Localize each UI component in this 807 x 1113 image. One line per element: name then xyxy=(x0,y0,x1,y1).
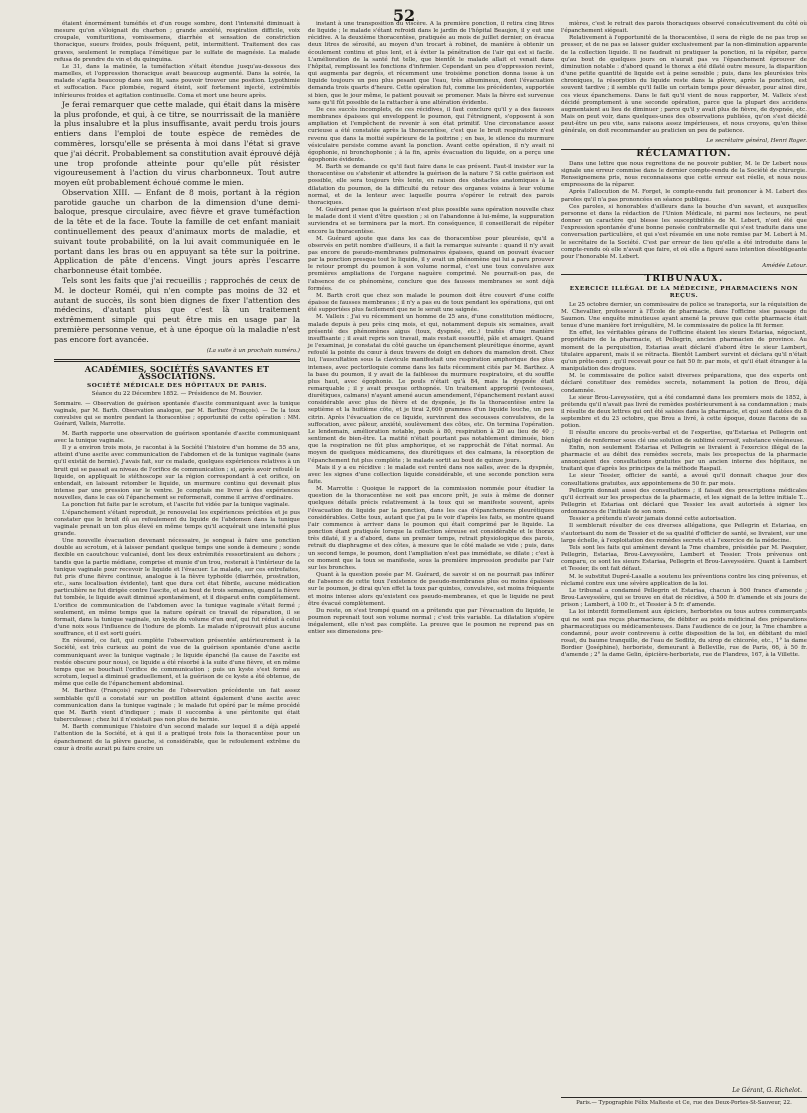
imprint: Paris.— Typographie Félix Malteste et Ce, rue des Deux-Portes-St-Sauveur, 22. xyxy=(561,1097,807,1106)
divider xyxy=(54,359,300,360)
section-title-reclamation: RÉCLAMATION. xyxy=(636,148,732,159)
paragraph: Le sieur Tessier, officier de santé, a avoué qu'il donnait chaque jour des consultations gratuites, aux appointemens de 50 fr. par mois. xyxy=(561,473,807,487)
paragraph: instant à une transposition du viscère. A la première ponction, il retira cinq litres de liquide ; le malade s'étant refroidi dans le jardin de l'hôpital Beaujon, il y eut une récidive. A la deuxième thoracentèse, pratiquée au mois de juillet dernier, on évacua deux litres de sérosité, au moyen d'un trocart à robinet, de manière à obtenir un écoulement continu et plus lent, et à éviter la pénétration de l'air qui est si facile. L'amélioration de la santé fut telle, que bientôt le malade allait et venait dans l'hôpital, remplissant les fonctions d'infirmier. Cependant un peu d'oppression revint, qui augmenta par degrés, et récemment une troisième ponction donna issue à un liquide toujours un peu plus pesant que l'eau, très albumineux, dont l'évacuation demanda trois quarts d'heure. Cette opération fut, comme les précédentes, supportée si bien, que le jour même, le patient pouvait se promener. Mais la fièvre est survenue sans qu'il fût possible de la rattacher à une altération évidente. xyxy=(308,21,554,106)
paragraph: M. Barth rapporte une observation de guérison spontanée d'ascite communiquant avec la tunique vaginale. xyxy=(54,430,300,444)
paragraph: Je ferai remarquer que cette malade, qui était dans la misère la plus profonde, et qui, à ce titre, se nourrissait de la manière la plus insalubre et la plus insuffisante, avait perdu trois jours entiers dans l'emploi de toute espèce de remèdes de commères, lorsqu'elle se présenta à moi dans l'état si grave que j'ai décrit. Probablement sa constitution avait éprouvé déjà une trop profonde atteinte pour qu'elle pût résister vigoureusement à l'action du virus charbonneux. Tout autre moyen eût probablement échoué comme le mien. xyxy=(54,99,300,188)
section-title-tribunaux: TRIBUNAUX. xyxy=(644,274,724,285)
paragraph: Du reste, on s'est trompé quand on a prétendu que par l'évacuation du liquide, le poumon reprenait tout son volume normal ; c'est très variable. La dilatation s'opère inégalement, elle n'est pas complète. La preuve que le poumon ne reprend pas en entier ses dimensions pre- xyxy=(308,607,554,636)
paragraph: Dans une lettre que nous regrettons de ne pouvoir publier, M. le Dr Lebert nous signale une erreur commise dans le dernier compte-rendu de la Société de chirurgie. Renseignemens pris, nous reconnaissons que cette erreur est réelle, et nous nous empressons de la réparer. xyxy=(561,160,807,189)
paragraph: Il semblerait résulter de ces diverses allégations, que Pellegrin et Estariaa, en s'autorisant du nom de Tessier et de sa qualité d'officier de santé, se livraient, sur une large échelle, à l'exploitation des remèdes secrets et à l'exercice de la médecine. xyxy=(561,523,807,544)
reclamation-body xyxy=(561,161,807,261)
paragraph: M. Barth croit que chez son malade le poumon doit être couvert d'une coiffe épaisse de fausses membranes ; il n'y a pas eu de toux pendant les opérations, qui ont été supportées plus facilement que ne le serait une saignée. xyxy=(308,292,554,314)
paragraph: L'épanchement s'étant reproduit, je renouvelai les expériences précitées et je pus constater que le bruit dû au refoulement du liquide de l'abdomen dans la tunique vaginale prenait un ton plus élevé en même temps qu'il acquérait une intensité plus grande. xyxy=(54,509,300,537)
paragraph: En effet, les véritables gérans de l'officine étaient les sieurs Estariaa, négociant, propriétaire de la pharmacie, et Pellegrin, ancien pharmacien de province. Au moment de la perquisition, Estariaa avait déclaré d'abord être le sieur Lambert, titulaire apparent, mais il se rétracta. Bientôt Lambert survint et déclara qu'il n'était qu'un prête-nom ; qu'il recevait pour ce fait 50 fr. par mois, et qu'il était étranger à la manipulation des drogues. xyxy=(561,330,807,373)
paragraph: M. Barth communique l'histoire d'un second malade sur lequel il a déjà appelé l'attention de la Société, et à qui il a pratiqué trois fois la thoracentèse pour un épanchement de la plèvre gauche, si considérable, que le refoulement extrême du cœur à droite aurait pu faire croire un xyxy=(54,724,300,752)
page-number: 52 xyxy=(392,6,416,25)
col1-body xyxy=(54,431,300,753)
paragraph: Une nouvelle évacuation devenant nécessaire, je songeai à faire une ponction double au scrotum, et à laisser pendant quelque temps une sonde à demeure ; sonde flexible en caoutchouc vulcanisé, dont les deux extrémités ressortiraient au dehors ; tandis que la partie médiane, comprise et munie d'un trou, resterait à l'intérieur de la tunique vaginale pour recevoir le liquide et l'évacuer. Le malade, sur ces entrefaites, fut pris d'une fièvre continue, analogue à la fièvre typhoïde (diarrhée, prostration, etc., sans localisation évidente), tant que dura cet état fébrile, aucune médication particulière ne fut dirigée contre l'ascite, et au bout de trois semaines, quand la fièvre fut tombée, le liquide avait diminué spontanément, et il disparut enfin complètement. L'orifice de communication de l'abdomen avec la tunique vaginale s'était fermé ; seulement, en même temps que la nature opérait ce travail de réparation, il se formait, dans la tunique vaginale, un kyste du volume d'un œuf, qui fut réduit à celui d'une noix sous l'influence de l'iodure de plomb. Le malade n'éprouvait plus aucune souffrance, et il est sorti guéri. xyxy=(54,538,300,638)
continuation-note: (La suite à un prochain numéro.) xyxy=(206,347,300,354)
paragraph: Pellegrin donnait aussi des consultations ; il faisait des prescriptions médicales qu'il écrivait sur les prospectus de la pharmacie, et les signait de la lettre initiale T... Pellegrin et Estariaa ont déclaré que Tessier les avait autorisés à signer les ordonnances de l'initiale de son nom. xyxy=(561,487,807,516)
paragraph: M. Barth se demande ce qu'il faut faire dans le cas présent. Faut-il insister sur la thoracentèse ou s'abstenir et attendre la guérison de la nature ? Si cette guérison est possible, elle sera toujours très lente, en raison des obstacles anatomiques à la dilatation du poumon, de la difficulté du retour des organes voisins à leur volume normal, et de la lenteur avec laquelle pourra s'opérer le retrait des parois thoraciques. xyxy=(308,164,554,206)
paragraph: M. le commissaire de police saisit diverses préparations, que des experts ont déclaré constituer des remèdes secrets, notamment la potion de Brou, déjà condamnée. xyxy=(561,373,807,394)
paragraph: Mais il y a eu récidive : le malade est rentré dans nos salles, avec de la dyspnée, avec les signes d'une collection liquide considérable, et une seconde ponction sera faite. xyxy=(308,464,554,485)
paragraph: étaient énormément tuméfiés et d'un rouge sombre, dont l'intensité diminuait à mesure qu'on s'éloignait du charbon ; grande anxiété, respiration difficile, voix croupale, vomituritions, vomissemens, diarrhée et sensation de constriction thoracique, sueurs froides, pouls fréquent, petit, intermittent. Traitement des cas graves, seulement le remplaça l'émétique par le sulfate de magnésie. La malade refusa de prendre du vin et du quinquina. xyxy=(54,21,300,63)
paragraph: Quant à la question posée par M. Guérard, de savoir si on ne pourrait pas inférer de l'absence de cette toux l'existence de pseudo-membranes plus ou moins épaisses sur le poumon, je dirai qu'en effet la toux par quintes, convulsive, est moins fréquente et moins intense alors qu'existent ces pseudo-membranes, et que le liquide ne peut être évacué complètement. xyxy=(308,572,554,607)
summary: Sommaire. — Observation de guérison spontanée d'ascite communiquant avec la tunique vaginale, par M. Barth. Observation analogue, par M. Barthez (François). — De la toux convulsive qui se montre pendant la thoracentèse ; opportunité de cette opération : MM. Guérard, Valleix, Marrotte. xyxy=(54,401,300,428)
paragraph: La ponction fut faite par le scrotum, et l'ascite fut vidée par la tunique vaginale. xyxy=(62,502,290,509)
paragraph: En résumé, ce fait, qui complète l'observation présentée antérieurement à la Société, est très curieux au point de vue de la guérison spontanée d'une ascite communiquant avec la tunique vaginale ; le liquide épanché (la cause de l'ascite est restée obscure pour nous), ce liquide a été résorbé à la suite d'une fièvre, et en même temps que se bouchait l'orifice de communication ; puis un kyste s'est formé au scrotum, lequel a diminué graduellement, et la guérison de ce kyste a été obtenue, de même que celle de l'épanchement abdominal. xyxy=(54,638,300,688)
paragraph: M. Guérard pense que la guérison n'est plus possible sans opération nouvelle chez le malade dont il vient d'être question ; si on l'abandonne à lui-même, la suppuration surviendra et se terminera par la mort. En conséquence, il conseillerait de répéter encore la thoracentèse. xyxy=(308,207,554,235)
col2-body xyxy=(308,21,554,636)
paragraph: Il y a environ trois mois, je racontai à la Société l'histoire d'un homme de 55 ans, atteint d'une ascite avec communication de l'abdomen et de la tunique vaginale (sans qu'il existât de hernie). J'avais fait, sur ce malade, quelques expériences relatives à un bruit qui se passait au niveau de l'orifice de communication ; si, après avoir refoulé le liquide, on appliquait le stéthoscope sur la région correspondant à cet orifice, on entendait, en laissant retomber le liquide, un murmure continu qui devenait plus intense par une pression sur le ventre. Je comptais me livrer à des expériences nouvelles, dans le cas où l'épanchement se reformerait, comme il arrive d'ordinaire. xyxy=(54,445,300,502)
paragraph: Observation XIII. — Enfant de 8 mois, portant à la région parotide gauche un charbon de la dimension d'une demi-baloque, presque circulaire, avec fièvre et grave tuméfaction de la tête et de la face. Toute la famille de cet enfant maniait continuellement des peaux d'animaux morts de maladie, et suivant toute probabilité, on la lui avait communiquée en le portant dans les bras ou en appuyant sa tête sur la poitrine. Application de pâte d'encens. Vingt jours après l'escarre charbonneuse était tombée. xyxy=(54,187,300,276)
col1-large-paragraphs xyxy=(54,100,300,345)
divider xyxy=(54,361,300,362)
column-3 xyxy=(561,21,807,1093)
tribunaux-body xyxy=(561,302,807,660)
paragraph: Relativement à l'opportunité de la thoracentèse, il sera de règle de ne pas trop se presser, et de ne pas se laisser guider exclusivement par la non-diminution apparente de la collection liquide. Il ne faudrait ni pratiquer la ponction, ni la répéter, parce qu'au bout de quelques jours on n'aurait pas vu l'épanchement éprouver de diminution notable : d'abord quand le thorax a été dilaté outre mesure, la disparition d'une petite quantité de liquide est à peine sensible ; puis, dans les pleurésies très chroniques, la résorption du liquide reste dans la plèvre, après la ponction, est souvent tardive ; il semble qu'il faille un certain temps pour dévaster, pour ainsi dire, ces vieux épanchemens. Dans le fait qu'il vient de nous rapporter, M. Valleix s'est décidé promptement à une seconde opération, parce que la plupart des accidens augmentaient au lieu de diminuer ; parce qu'il y avait plus de fièvre, de dyspnée, etc. Mais on peut voir, dans quelques-unes des observations publiées, qu'on s'est décidé peut-être un peu vite, sans raisons assez impérieuses, et nous croyons, qu'en thèse générale, on doit recommander au praticien un peu de patience. xyxy=(561,35,807,135)
paragraph: M. Valleix : J'ai vu récemment un homme de 25 ans, d'une constitution médiocre, malade depuis à peu près cinq mois, et qui, notamment depuis six semaines, avait présenté des phénomènes aigus (toux, dyspnée, etc.) traités d'une manière insuffisante ; il avait repris son travail, mais restait essoufflé, pâle et amaigri. Quand je l'examinai, je constatai du côté gauche un épanchement pleurétique énorme, ayant refoulé la pointe du cœur à deux travers de doigt en dehors du mamelon droit. Chez lui, l'auscultation sous la clavicule manifestait une respiration amphorique des plus intenses, avec pectoriloquie comme dans les faits récemment cités par M. Barthez. A la base du poumon, il y avait de la faiblesse du murmure respiratoire, et du souffle plus haut, avec égophonie. Le pouls n'était qu'à 84, mais la dyspnée était remarquable ; il y avait presque orthopnée. Un traitement approprié (ventouses, diurétiques, calmans) n'ayant amené aucun amendement, l'épanchement restant aussi considérable avec plus de fièvre et de dyspnée, je fis la thoracentèse entre la septième et la huitième côte, et je tirai 2,600 grammes d'un liquide louche, un peu citrin. Après l'évacuation de ce liquide, survinrent des secousses convulsives, de la suffocation, avec pâleur, anxiété, soulèvement des côtes, etc. On termina l'opération. Le lendemain, amélioration notable, pouls à 80, respiration à 20 au lieu de 40 ; sentiment de bien-être. La matité n'était pourtant pas notablement diminuée, bien que la respiration ne fût plus amphorique, et se rapprochât de l'état normal. Au moyen de quelques médicamens, des diurétiques et des calmans, la résorption de l'épanchement fut plus complète ; le malade sortit au bout de quinze jours. xyxy=(308,314,554,464)
paragraph: La loi interdit formellement aux épiciers, herboristes ou tous autres commerçants qui ne sont pas reçus pharmaciens, de débiter au poids médicinal des préparations pharmaceutiques ou médicamenteuses. Dans l'audience de ce jour, la 7me chambre a condamné, pour avoir contrevenu à cette disposition de la loi, en débitant du miel rosat, du baume tranquille, de l'eau de Sedlitz, du sirop de chicorée, etc., 1° la dame Bordier (Joséphine), herboriste, demeurant à Belleville, rue de Paris, 66, à 50 fr. d'amende ; 2° la dame Gelin, épicière-herboriste, rue de Flandres, 167, à la Villette. xyxy=(561,609,807,659)
session-line: Séance du 22 Décembre 1852. — Présidence de M. Bouvier. xyxy=(91,391,263,398)
paragraph: M. Marrotte : Quoique le rapport de la commission nommée pour étudier la question de la thoracentèse ne soit pas encore prêt, je suis à même de donner quelques détails précis relativement à la toux qui se manifeste souvent, après l'évacuation du liquide par la ponction, dans les cas d'épanchemens pleurétiques considérables. Cette toux, autant que j'ai pu le voir d'après les faits, se montre quand l'air commence à arriver dans le poumon qui était comprimé par le liquide. La ponction étant pratiquée lorsque la collection séreuse est considérable et le thorax très dilaté, il y a d'abord, dans un premier temps, retrait physiologique des parois, retrait du diaphragme et des côtes, à mesure que le côté malade se vide ; puis, dans un second temps, le poumon, dont l'ampliation n'est pas immédiate, se dilate ; c'est à ce moment que la toux se manifeste, sous la première impression produite par l'air sur les bronches. xyxy=(308,486,554,571)
signature-latour: Amédée Latour. xyxy=(762,263,807,269)
column-2 xyxy=(308,21,554,1093)
paragraph: Le tribunal a condamné Pellegrin et Estariaa, chacun à 500 francs d'amende ; Brou-Laveyssière, qui se trouve en état de récidive, à 500 fr. d'amende et six jours de prison ; Lambert, à 100 fr., et Tessier à 5 fr. d'amende. xyxy=(561,587,807,609)
gerant-line: Le Gérant, G. Richelot. xyxy=(732,1087,802,1094)
paragraph: Il résulte encore du procès-verbal et de l'expertise, qu'Estariaa et Pellegrin ont négligé de renfermer sous clé une solution de sublimé corrosif, substance vénéneuse. xyxy=(561,430,807,444)
paragraph: Le 31, dans la matinée, la tuméfaction s'était étendue jusqu'au-dessous des mamelles, et l'oppression thoracique avait beaucoup augmenté. Dans la soirée, la malade s'agita beaucoup dans son lit, sans pouvoir trouver une position. Lypothimie et suffocation. Face plombée, regard éteint, soif fortement injecté, extrémités inférieures froides et agitation continuelle. Coma et mort une heure après. xyxy=(54,63,300,99)
signature-secretary: Le secrétaire général, Henri Roger. xyxy=(706,137,807,144)
paragraph: De ces succès incomplets, de ces récidives, il faut conclure qu'il y a des fausses membranes épaisses qui enveloppent le poumon, qui l'étreignent, s'opposent à son ampliation et l'empêchent de revenir à son état primitif. Une circonstance assez curieuse a été constatée après la thoracentèse, c'est que le bruit respiratoire n'est revenu que dans la moitié supérieure de la poitrine ; en bas, le silence du murmure vésiculaire persiste comme avant la ponction. Avant cette opération, il n'y avait ni égophonie, ni bronchophonie ; à la fin, après évacuation du liquide, on a perçu une égophonie évidente. xyxy=(308,106,554,163)
paragraph: Le sieur Brou-Laveyssière, qui a été condamné dans les premiers mois de 1852, à prétendu qu'il n'avait pas livré de remèdes postérieurement à sa condamnation ; mais il résulte de deux lettres qui ont été saisies dans la pharmacie, et qui sont datées du 8 septembre et du 23 octobre, que Brou a livré, à cette époque, douze flacons de sa potion. xyxy=(561,394,807,430)
paragraph: Tessier a prétendu n'avoir jamais donné cette autorisation. xyxy=(569,516,737,523)
paragraph: Tels sont les faits qui amènent devant la 7me chambre, présidée par M. Pasquier, Pellegrin, Estariaa, Brou-Laveyssière, Lambert et Tessier. Trois prévenus ont comparu, ce sont les sieurs Estariaa, Pellegrin et Brou-Laveyssière. Quant à Lambert et Tessier, ils ont fait défaut. xyxy=(561,544,807,573)
column-1 xyxy=(54,21,300,1093)
tribunaux-subtitle: EXERCICE ILLÉGAL DE LA MÉDECINE, PHARMACIENS NON REÇUS. xyxy=(569,286,799,300)
paragraph: mières, c'est le retrait des parois thoraciques observé consécutivement du côté où l'épanchement siégeait. xyxy=(561,21,807,35)
paragraph: M. Barthez (François) rapproche de l'observation précédente un fait assez semblable qu'il a constaté sur un postillon atteint également d'une ascite avec communication dans la tunique vaginale ; le malade fut opéré par le même procédé que M. Barth vient d'indiquer ; mais il succomba à une péritonite qui était tuberculeuse ; chez lui il n'existait pas non plus de hernie. xyxy=(54,688,300,724)
col3-paragraphs xyxy=(561,21,807,136)
paragraph: Tels sont les faits que j'ai recueillis ; rapprochés de ceux de M. le docteur Roméi, qui n'en compte pas moins de 32 et autant de succès, ils sont bien dignes de fixer l'attention des médecins, d'autant plus que c'est là un traitement extrêmement simple qui peut être mis en usage par la première personne venue, et à une époque où la maladie n'est pas encore fort avancée. xyxy=(54,276,300,344)
col1-paragraphs xyxy=(54,21,300,100)
paragraph: M. le substitut Dupré-Lasalle a soutenu les préventions contre les cinq prévenus, et réclamé contre eux une sévère application de la loi. xyxy=(561,573,807,587)
paragraph: M. Guérard ajoute que dans les cas de thoracentèse pour pleurésie, qu'il a observés en petit nombre d'ailleurs, il a fait la remarque suivante : quand il n'y avait pas encore de pseudo-membranes pulmonaires épaisses, quand on pouvait évacuer par la ponction presque tout le liquide, il y avait un phénomène qui lui a paru prouver le retour prompt du poumon à son volume normal, c'est une toux convulsive aux premières ampliations de l'organe naguère comprimé. Ne pourrait-on pas, de l'absence de ce phénomène, conclure que des fausses membranes se sont déjà formées. xyxy=(308,235,554,292)
society-title: SOCIÉTÉ MÉDICALE DES HÔPITAUX DE PARIS. xyxy=(86,383,268,390)
paragraph: Après l'allocution de M. Forget, le compte-rendu fait prononcer à M. Lebert des paroles qu'il n'a pas prononcées en séance publique. xyxy=(561,189,807,203)
paragraph: Ces paroles, si honorables d'ailleurs dans la bouche d'un savant, et auxquelles personne et dans la rédaction de l'Union Médicale, ni parmi nos lecteurs, ne peut donner un caractère qui blesse les susceptibilités de M. Lebert, n'ont été que l'expression spontanée d'une bonne pensée confraternelle qui s'est traduite dans une conversation particulière, et qui s'est résumée en une note remise par M. Lebert à M. le secrétaire de la Société. C'est par erreur de lieu qu'elle a été introduite dans le compte-rendu où elle n'avait que faire, et où elle a figuré sans intention désobligeante pour l'honorable M. Lebert. xyxy=(561,203,807,260)
section-title-academies: ACADÉMIES, SOCIÉTÉS SAVANTES ET ASSOCIATIONS. xyxy=(84,363,270,381)
paragraph: Enfin, non seulement Estariaa et Pellegrin se livraient à l'exercice illégal de la pharmacie et au débit des remèdes secrets, mais les prospectus de la pharmacie annonçaient des consultations gratuites par un ancien interne des hôpitaux, ne traitant que d'après les principes de la méthode Raspail. xyxy=(561,444,807,473)
paragraph: Le 25 octobre dernier, un commissaire de police se transporta, sur la réquisition de M. Chevallier, professeur à l'École de pharmacie, dans l'officine sise passage du Saumon. Une enquête minutieuse ayant amené la preuve que cette pharmacie était tenue d'une manière fort irrégulière, M. le commissaire de police la fit fermer. xyxy=(561,301,807,330)
